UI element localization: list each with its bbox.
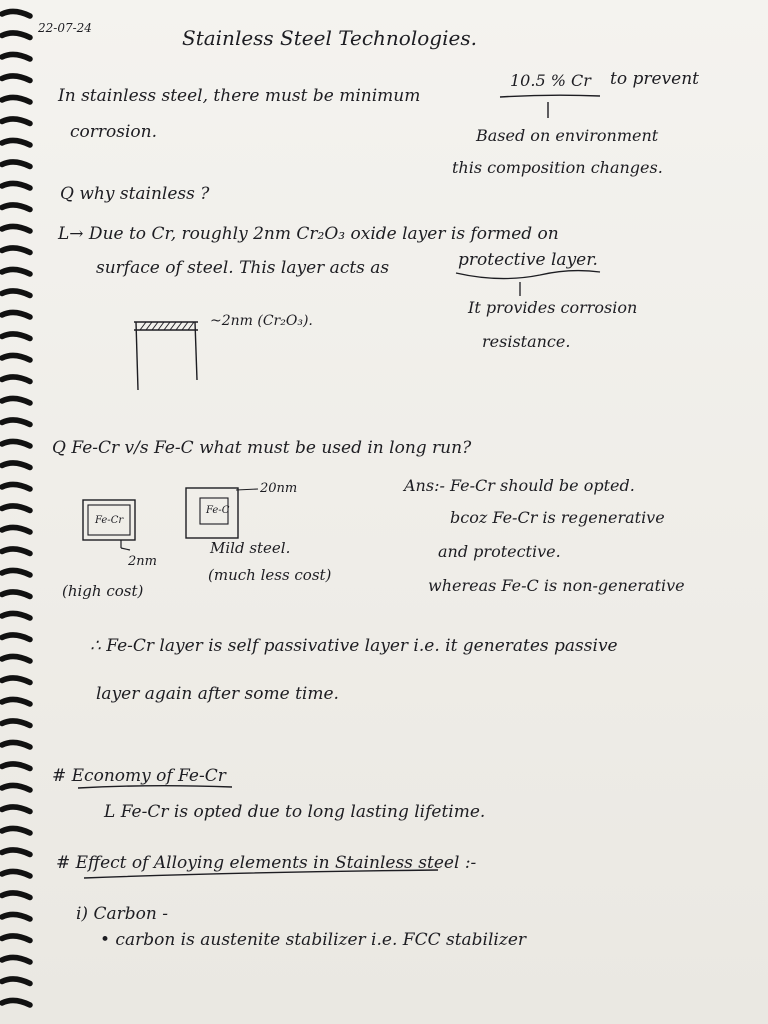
underline-economy-heading bbox=[78, 786, 232, 788]
answer-line2: bcoz Fe-Cr is regenerative bbox=[450, 508, 665, 527]
answer-line1: Ans:- Fe-Cr should be opted. bbox=[404, 476, 635, 495]
intro-line1-prefix: In stainless steel, there must be minimum bbox=[58, 86, 421, 106]
alloying-item1-title: i) Carbon - bbox=[76, 904, 168, 924]
mild-steel-label: Mild steel. bbox=[210, 539, 291, 557]
fe-c-box-label: Fe-C bbox=[206, 505, 230, 516]
intro-annotation-line2: this composition changes. bbox=[452, 158, 663, 177]
economy-heading: # Economy of Fe-Cr bbox=[52, 766, 226, 786]
why-stainless-annotation-line1: It provides corrosion bbox=[468, 298, 638, 317]
fe-cr-thickness: 2nm bbox=[128, 554, 157, 569]
fe-c-thickness: 20nm bbox=[260, 481, 298, 496]
conclusion-line2: layer again after some time. bbox=[96, 684, 339, 704]
answer-line3: and protective. bbox=[438, 542, 561, 561]
alloying-item1-bullet: • carbon is austenite stabilizer i.e. FCC stabilizer bbox=[100, 930, 527, 950]
why-stainless-answer-line2-prefix: surface of steel. This layer acts as bbox=[96, 258, 390, 278]
why-stainless-protective-layer: protective layer. bbox=[458, 250, 598, 270]
economy-line: L Fe-Cr is opted due to long lasting lifetime. bbox=[104, 802, 486, 822]
date-label: 22-07-24 bbox=[38, 21, 92, 35]
intro-line1-suffix: to prevent bbox=[610, 69, 699, 89]
intro-line2: corrosion. bbox=[70, 122, 157, 142]
oxide-layer-diagram bbox=[134, 322, 198, 390]
fe-cr-vs-fe-c-question: Q Fe-Cr v/s Fe-C what must be used in long run? bbox=[52, 438, 472, 458]
underline-protective-layer bbox=[456, 271, 600, 279]
page-title: Stainless Steel Technologies. bbox=[182, 26, 477, 50]
conclusion-line1: ∴ Fe-Cr layer is self passivative layer i.e. it generates passive bbox=[90, 636, 618, 656]
alloying-heading: # Effect of Alloying elements in Stainless steel :- bbox=[56, 853, 477, 873]
fe-cr-cost: (high cost) bbox=[62, 582, 144, 600]
oxide-layer-label: ~2nm (Cr₂O₃). bbox=[210, 313, 313, 329]
answer-line4: whereas Fe-C is non-generative bbox=[428, 576, 685, 595]
underline-cr-percent bbox=[500, 95, 600, 97]
fe-c-cost: (much less cost) bbox=[208, 566, 332, 584]
intro-annotation-line1: Based on environment bbox=[476, 126, 659, 145]
why-stainless-annotation-line2: resistance. bbox=[482, 332, 571, 351]
why-stainless-question: Q why stainless ? bbox=[60, 184, 210, 204]
intro-cr-percent: 10.5 % Cr bbox=[510, 71, 591, 90]
why-stainless-answer-line1: L→ Due to Cr, roughly 2nm Cr₂O₃ oxide layer is formed on bbox=[58, 224, 559, 244]
fe-cr-box-label: Fe-Cr bbox=[95, 515, 124, 526]
